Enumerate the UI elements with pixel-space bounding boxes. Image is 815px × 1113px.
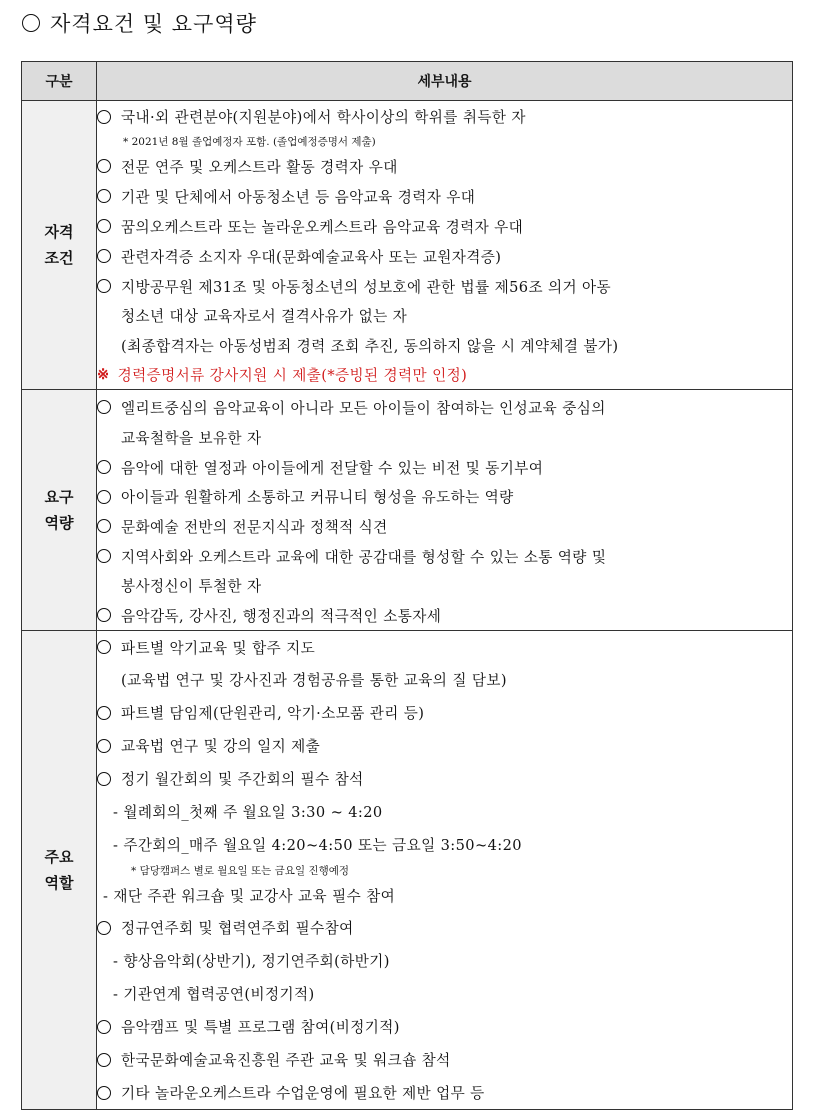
list-item [97, 452, 792, 482]
list-item-text: 기관 및 단체에서 아동청소년 등 음악교육 경력자 우대 [121, 188, 476, 206]
list-item-text: - 재단 주관 워크숍 및 교강사 교육 필수 참여 [103, 887, 396, 905]
list-item-text: 문화예술 전반의 전문지식과 정책적 식견 [121, 518, 388, 536]
list-item [97, 911, 792, 944]
list-item-text: - 향상음악회(상반기), 정기연주회(하반기) [113, 953, 390, 970]
list-item [97, 977, 792, 1010]
reference-mark: ※ [97, 366, 110, 383]
circle-bullet-icon [97, 460, 111, 474]
footnote [97, 131, 792, 151]
category-cell [22, 101, 97, 390]
list-item [97, 1043, 792, 1076]
list-item-text: 음악캠프 및 특별 프로그램 참여(비정기적) [121, 1019, 400, 1036]
list-item-text: 봉사정신이 투철한 자 [121, 578, 262, 595]
list-item-text: 관련자격증 소지자 우대(문화예술교육사 또는 교원자격증) [121, 248, 502, 266]
circle-bullet-icon [97, 519, 111, 533]
category-cell [22, 631, 97, 1110]
section-row-qualifications [22, 101, 793, 390]
list-item-text: * 2021년 8월 졸업예정자 포함. (졸업예정증명서 제출) [123, 135, 376, 148]
circle-bullet-icon [97, 110, 111, 124]
header-content: 세부내용 [97, 62, 793, 101]
circle-bullet-icon [97, 706, 111, 720]
list-item [97, 271, 792, 301]
category-label: 역량 [44, 514, 74, 532]
circle-bullet-icon [97, 159, 111, 173]
list-item [97, 511, 792, 541]
list-item-text: 꿈의오케스트라 또는 놀라운오케스트라 음악교육 경력자 우대 [121, 218, 524, 236]
list-item-text: 아이들과 원활하게 소통하고 커뮤니티 형성을 유도하는 역량 [121, 489, 514, 506]
content-rows [97, 390, 792, 630]
list-item-text: 지방공무원 제31조 및 아동청소년의 성보호에 관한 법률 제56조 의거 아동 [121, 278, 612, 296]
category-label: 요구 [44, 488, 74, 506]
list-item [97, 301, 792, 330]
list-item [97, 944, 792, 977]
list-item-text: 경력증명서류 강사지원 시 제출(*증빙된 경력만 인정) [117, 367, 468, 384]
requirements-table [21, 61, 793, 1110]
list-item-text: 한국문화예술교육진흥원 주관 교육 및 워크숍 참석 [121, 1052, 451, 1069]
circle-bullet-icon [97, 608, 111, 622]
list-item-text: 음악에 대한 열정과 아이들에게 전달할 수 있는 비전 및 동기부여 [121, 459, 544, 477]
footnote [97, 861, 792, 879]
category-label: 주요 [44, 848, 74, 866]
content-rows [97, 631, 792, 1109]
list-item [97, 241, 792, 271]
list-item [97, 392, 792, 422]
list-item [97, 571, 792, 600]
list-item-text: 음악감독, 강사진, 행정진과의 적극적인 소통자세 [121, 607, 442, 625]
circle-bullet-icon [97, 490, 111, 504]
circle-bullet-icon [97, 739, 111, 753]
circle-bullet-icon [97, 549, 111, 563]
category-cell [22, 390, 97, 631]
list-item-text: (최종합격자는 아동성범죄 경력 조회 추진, 동의하지 않을 시 계약체결 불가) [121, 337, 619, 355]
circle-bullet-icon [97, 1086, 111, 1100]
list-item-text: 교육철학을 보유한 자 [121, 429, 262, 447]
list-item [97, 631, 792, 663]
content-cell [97, 390, 793, 631]
circle-bullet-icon [22, 14, 40, 32]
section-row-roles [22, 631, 793, 1110]
list-item-text: 청소년 대상 교육자로서 결격사유가 없는 자 [121, 308, 408, 325]
list-item [97, 181, 792, 211]
list-item-text: 전문 연주 및 오케스트라 활동 경력자 우대 [121, 158, 398, 176]
list-item [97, 663, 792, 696]
circle-bullet-icon [97, 279, 111, 293]
list-item [97, 828, 792, 861]
list-item [97, 330, 792, 360]
list-item [97, 729, 792, 762]
list-item-text: - 주간회의_매주 월요일 4:20~4:50 또는 금요일 3:50~4:20 [113, 837, 522, 854]
list-item [97, 762, 792, 795]
list-item-text: 국내·외 관련분야(지원분야)에서 학사이상의 학위를 취득한 자 [121, 109, 526, 126]
circle-bullet-icon [97, 1020, 111, 1034]
list-item-text: 기타 놀라운오케스트라 수업운영에 필요한 제반 업무 등 [121, 1085, 485, 1102]
circle-bullet-icon [97, 1053, 111, 1067]
list-item-text: - 기관연계 협력공연(비정기적) [113, 986, 315, 1003]
circle-bullet-icon [97, 249, 111, 263]
list-item [97, 795, 792, 828]
list-item [97, 879, 792, 911]
content-rows [97, 101, 792, 389]
list-item [97, 211, 792, 241]
list-item-text: (교육법 연구 및 강사진과 경험공유를 통한 교육의 질 담보) [121, 672, 507, 689]
list-item-text: - 월례회의_첫째 주 월요일 3:30 ~ 4:20 [113, 804, 383, 821]
list-item-text: 엘리트중심의 음악교육이 아니라 모든 아이들이 참여하는 인성교육 중심의 [121, 399, 606, 417]
section-title [22, 8, 257, 38]
list-item-text: 파트별 담임제(단원관리, 악기·소모품 관리 등) [121, 705, 425, 722]
list-item [97, 696, 792, 729]
category-label: 조건 [44, 249, 74, 267]
list-item-text: * 담당캠퍼스 별로 월요일 또는 금요일 진행예정 [131, 864, 349, 877]
circle-bullet-icon [97, 219, 111, 233]
list-item [97, 541, 792, 571]
list-item [97, 1010, 792, 1043]
list-item [97, 151, 792, 181]
section-title-text: 자격요건 및 요구역량 [50, 12, 257, 36]
header-category: 구분 [22, 62, 97, 101]
circle-bullet-icon [97, 400, 111, 414]
list-item [97, 1076, 792, 1109]
list-item-text: 파트별 악기교육 및 합주 지도 [121, 639, 316, 657]
circle-bullet-icon [97, 189, 111, 203]
content-cell [97, 631, 793, 1110]
category-label: 자격 [44, 223, 74, 241]
list-item-text: 정기 월간회의 및 주간회의 필수 참석 [121, 771, 364, 788]
circle-bullet-icon [97, 921, 111, 935]
table-header-row [22, 62, 793, 101]
circle-bullet-icon [97, 640, 111, 654]
list-item-text: 지역사회와 오케스트라 교육에 대한 공감대를 형성할 수 있는 소통 역량 및 [121, 548, 607, 566]
list-item-text: 정규연주회 및 협력연주회 필수참여 [121, 920, 354, 937]
category-label: 역할 [44, 874, 74, 892]
section-row-competencies [22, 390, 793, 631]
content-cell [97, 101, 793, 390]
list-item [97, 422, 792, 452]
list-item [97, 482, 792, 511]
list-item [97, 600, 792, 630]
circle-bullet-icon [97, 772, 111, 786]
list-item [97, 360, 792, 389]
list-item-text: 교육법 연구 및 강의 일지 제출 [121, 738, 321, 755]
list-item [97, 102, 792, 131]
